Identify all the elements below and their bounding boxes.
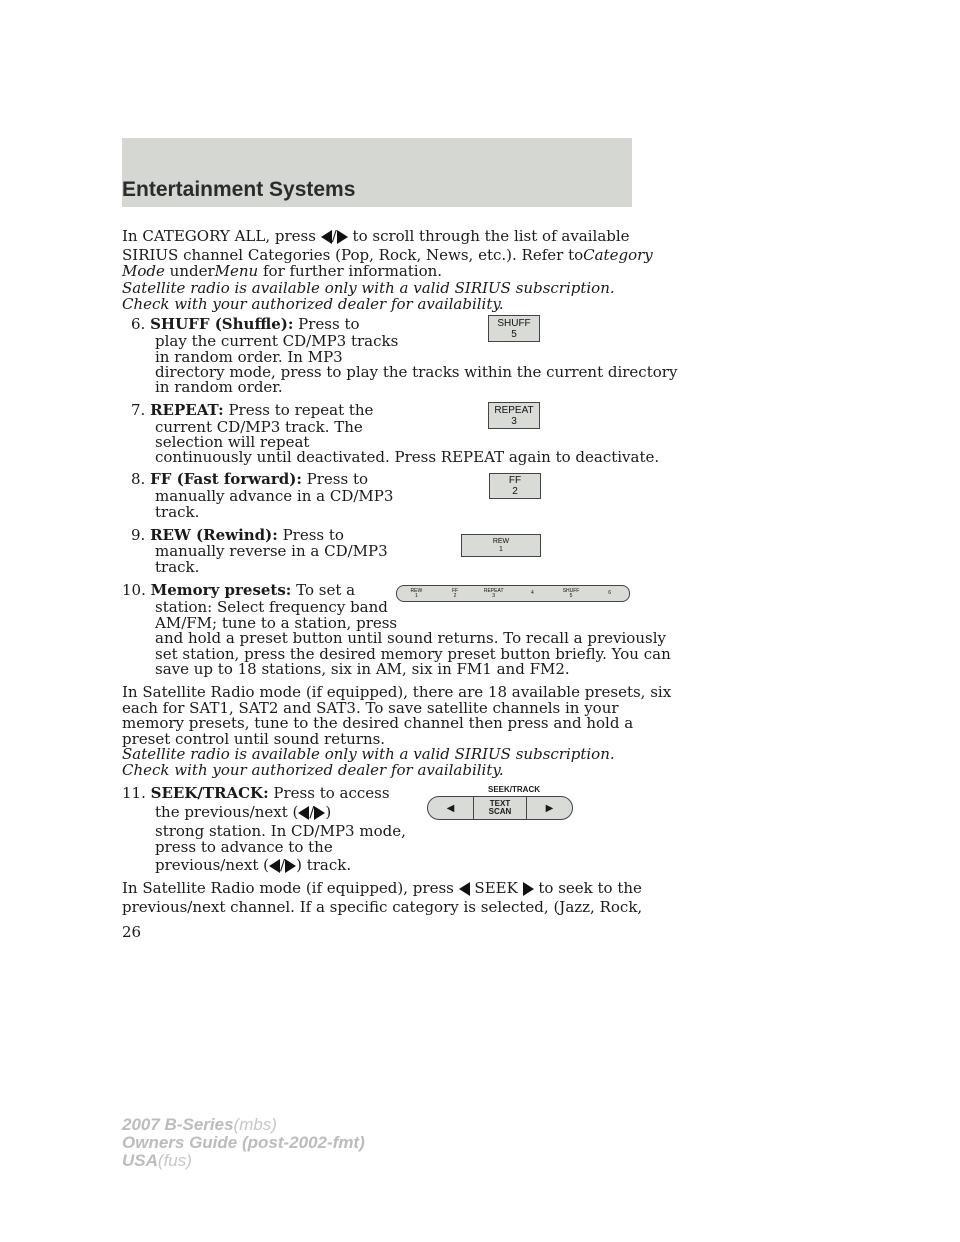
right-arrow-icon [337, 230, 348, 244]
item-ff-line-1: 8. FF (Fast forward): Press to [131, 470, 369, 488]
seek-right-icon: ▶ [545, 802, 554, 814]
footer-line-2: Owners Guide (post-2002-fmt) [122, 1133, 365, 1152]
sat-note-2: Check with your authorized dealer for availability. [122, 761, 504, 779]
item-rew-line-2: manually reverse in a CD/MP3 [155, 542, 388, 560]
left-arrow-icon [321, 230, 332, 244]
item-seek-line-4: press to advance to the [155, 838, 333, 856]
item-presets-line-2: station: Select frequency band [155, 598, 388, 616]
intro-note-2: Check with your authorized dealer for availability. [122, 295, 504, 313]
item-shuff-line-1: 6. SHUFF (Shuffle): Press to [131, 315, 360, 333]
item-seek-line-5: previous/next ( / ) track. [155, 856, 352, 874]
text-scan-button: TEXT SCAN [473, 797, 527, 819]
item-presets-line-3: AM/FM; tune to a station, press [155, 614, 398, 632]
item-seek-line-3: strong station. In CD/MP3 mode, [155, 822, 406, 840]
right-arrow-icon [314, 806, 325, 820]
item-shuff-line-5: in random order. [155, 378, 283, 396]
seek-left-icon: ◀ [446, 802, 455, 814]
repeat-button-illustration: REPEAT 3 [488, 402, 540, 429]
intro-line-1: In CATEGORY ALL, press / to scroll through the list of available [122, 227, 630, 245]
item-presets-line-5: set station, press the desired memory preset button briefly. You can [155, 645, 671, 663]
sat-line-2: each for SAT1, SAT2 and SAT3. To save satellite channels in your [122, 699, 619, 717]
seek-track-illustration [427, 796, 573, 820]
seek-track-label: SEEK/TRACK [488, 785, 541, 794]
item-repeat-line-4: continuously until deactivated. Press REPEAT again to deactivate. [155, 448, 660, 466]
preset-1: REW 1 [410, 587, 423, 599]
item-seek-line-1: 11. SEEK/TRACK: Press to access [122, 784, 390, 802]
item-repeat-line-2: current CD/MP3 track. The [155, 418, 363, 436]
sat-note-1: Satellite radio is available only with a valid SIRIUS subscription. [122, 745, 615, 763]
item-repeat-line-1: 7. REPEAT: Press to repeat the [131, 401, 374, 419]
item-presets-line-4: and hold a preset button until sound returns. To recall a previously [155, 629, 666, 647]
preset-4: 4 [530, 590, 534, 596]
right-arrow-icon [285, 859, 296, 873]
satseek-line-1: In Satellite Radio mode (if equipped), press SEEK to seek to the [122, 879, 642, 897]
rew-button-illustration: REW 1 [461, 534, 541, 557]
intro-line-2: SIRIUS channel Categories (Pop, Rock, News, etc.). Refer toCategory [122, 246, 653, 264]
ff-button-illustration: FF 2 [489, 473, 541, 499]
sat-line-4: preset control until sound returns. [122, 730, 386, 748]
item-rew-line-3: track. [155, 558, 200, 576]
item-presets-line-1: 10. Memory presets: To set a [122, 581, 356, 599]
preset-3: REPEAT 3 [483, 587, 504, 599]
sat-line-1: In Satellite Radio mode (if equipped), there are 18 available presets, six [122, 683, 672, 701]
shuff-button-illustration: SHUFF 5 [488, 315, 540, 342]
item-seek-line-2: the previous/next ( / ) [155, 803, 332, 821]
intro-line-3: Mode underMenu for further information. [122, 262, 443, 280]
left-arrow-icon [459, 882, 470, 896]
left-arrow-icon [269, 859, 280, 873]
page-title: Entertainment Systems [122, 178, 356, 201]
footer-line-1: 2007 B-Series(mbs) [122, 1115, 277, 1134]
preset-2: FF 2 [451, 587, 459, 599]
footer-line-3: USA(fus) [122, 1151, 192, 1170]
sat-line-3: memory presets, tune to the desired channel then press and hold a [122, 714, 634, 732]
preset-bar-illustration [396, 585, 630, 602]
item-shuff-line-3: in random order. In MP3 [155, 348, 343, 366]
page-number: 26 [122, 923, 142, 941]
item-presets-line-6: save up to 18 stations, six in AM, six in FM1 and FM2. [155, 660, 570, 678]
item-repeat-line-3: selection will repeat [155, 433, 310, 451]
item-shuff-line-4: directory mode, press to play the tracks within the current directory [155, 363, 678, 381]
right-arrow-icon [523, 882, 534, 896]
item-ff-line-2: manually advance in a CD/MP3 [155, 487, 394, 505]
intro-note-1: Satellite radio is available only with a valid SIRIUS subscription. [122, 279, 615, 297]
item-ff-line-3: track. [155, 503, 200, 521]
preset-5: SHUFF 5 [562, 587, 580, 599]
left-arrow-icon [298, 806, 309, 820]
preset-6: 6 [608, 590, 612, 596]
satseek-line-2: previous/next channel. If a specific category is selected, (Jazz, Rock, [122, 898, 643, 916]
item-rew-line-1: 9. REW (Rewind): Press to [131, 526, 344, 544]
item-shuff-line-2: play the current CD/MP3 tracks [155, 332, 399, 350]
